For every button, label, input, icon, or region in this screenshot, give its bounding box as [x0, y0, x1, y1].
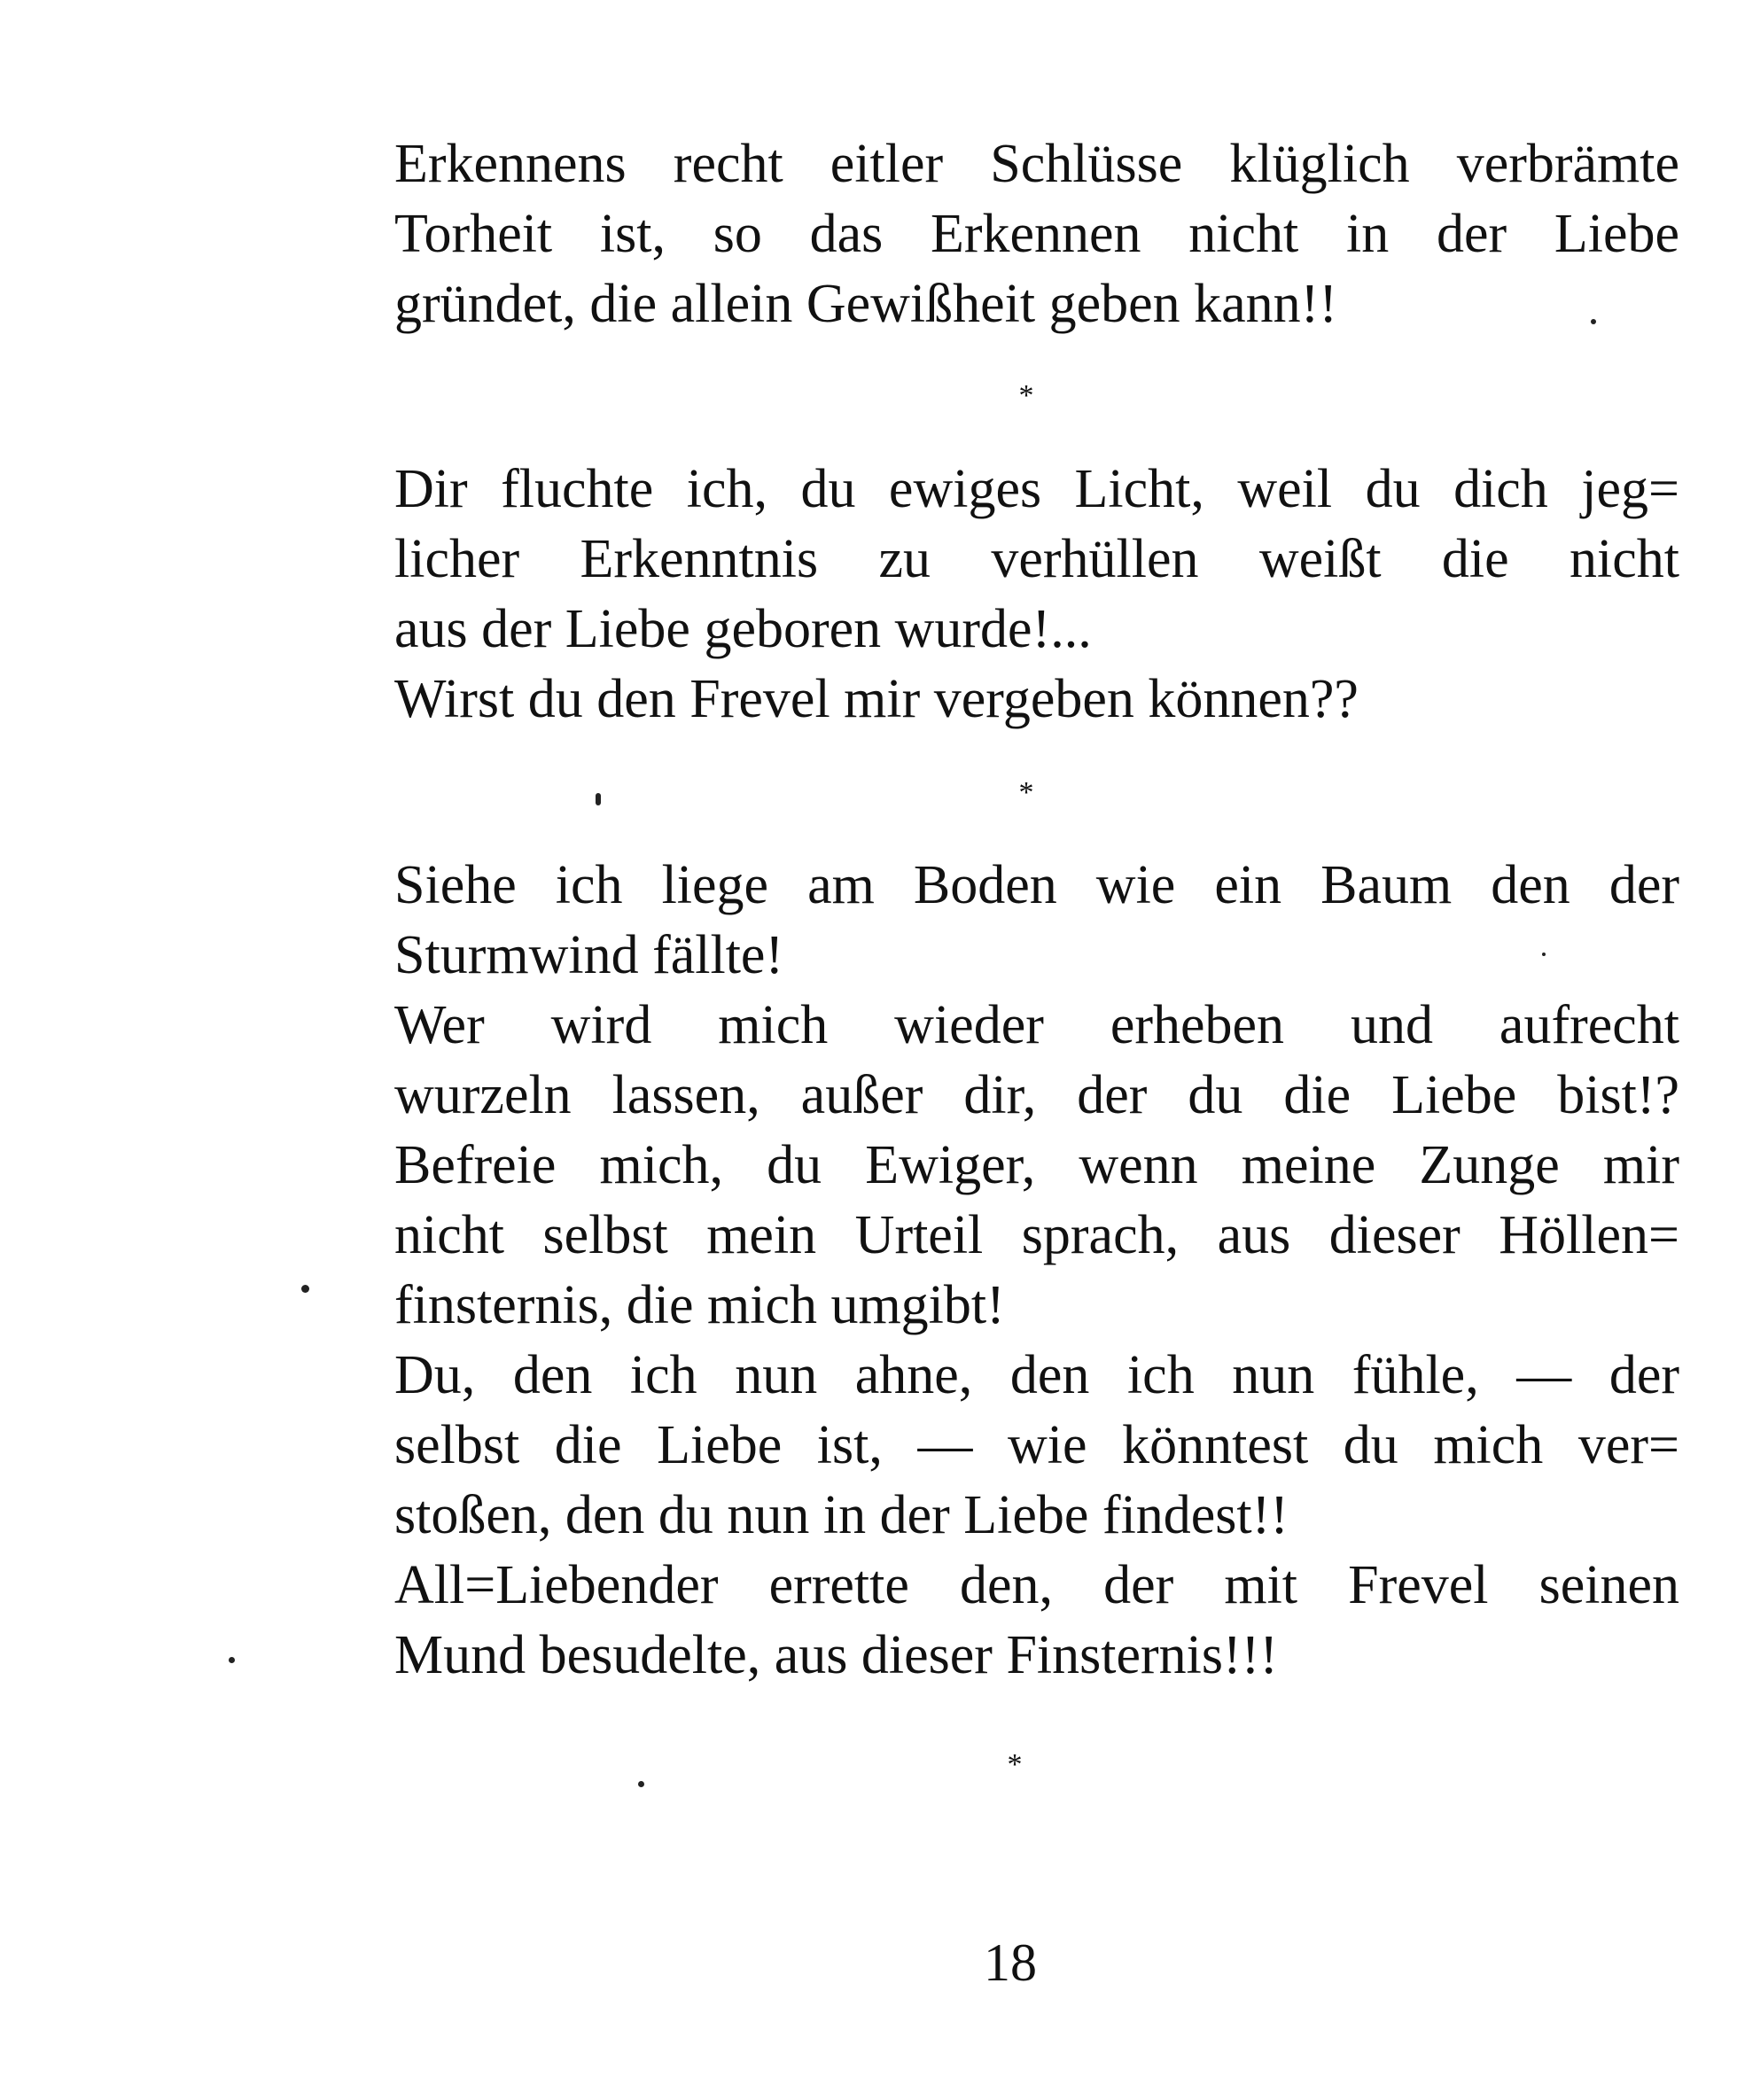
- paragraph-3: [394, 851, 1679, 1691]
- text-line: Torheit ist, so das Erkennen nicht in der Liebe: [394, 204, 1679, 264]
- text-line: licher Erkenntnis zu verhüllen weißt die nicht: [394, 529, 1679, 589]
- scan-speck: [596, 793, 601, 805]
- text-line: stoßen, den du nun in der Liebe findest!!: [394, 1485, 1289, 1545]
- text-line: Wirst du den Frevel mir vergeben können??: [394, 669, 1359, 729]
- scan-speck: [301, 1285, 309, 1293]
- text-line: Erkennens recht eitler Schlüsse klüglich verbrämte: [394, 134, 1679, 194]
- text-line: All=Liebender errette den, der mit Frevel seinen: [394, 1555, 1679, 1615]
- text-line: finsternis, die mich umgibt!: [394, 1275, 1005, 1335]
- paragraph-2: [394, 455, 1679, 735]
- paragraph-1: [394, 129, 1679, 339]
- text-line: Sturmwind fällte!: [394, 925, 784, 985]
- scan-speck: [1542, 953, 1546, 956]
- scan-speck: [1591, 319, 1596, 324]
- text-line: wurzeln lassen, außer dir, der du die Liebe bist!?: [394, 1065, 1679, 1125]
- text-line: selbst die Liebe ist, — wie könntest du mich ver=: [394, 1415, 1679, 1475]
- scan-speck: [638, 1781, 644, 1787]
- text-line: Du, den ich nun ahne, den ich nun fühle, — der: [394, 1345, 1679, 1405]
- text-line: aus der Liebe geboren wurde!...: [394, 599, 1092, 659]
- section-separator: *: [1018, 379, 1034, 412]
- text-line: nicht selbst mein Urteil sprach, aus dieser Höllen=: [394, 1205, 1679, 1265]
- text-line: Dir fluchte ich, du ewiges Licht, weil du dich jeg=: [394, 459, 1679, 519]
- section-separator: *: [1007, 1748, 1023, 1781]
- text-line: Siehe ich liege am Boden wie ein Baum den der: [394, 855, 1679, 915]
- text-line: Befreie mich, du Ewiger, wenn meine Zunge mir: [394, 1135, 1679, 1195]
- section-separator: *: [1018, 776, 1034, 809]
- text-line: Wer wird mich wieder erheben und aufrecht: [394, 995, 1679, 1055]
- text-line: Mund besudelte, aus dieser Finsternis!!!: [394, 1625, 1278, 1685]
- page-number: 18: [984, 1933, 1037, 1992]
- text-line: gründet, die allein Gewißheit geben kann!!: [394, 274, 1337, 334]
- scan-speck: [229, 1657, 235, 1663]
